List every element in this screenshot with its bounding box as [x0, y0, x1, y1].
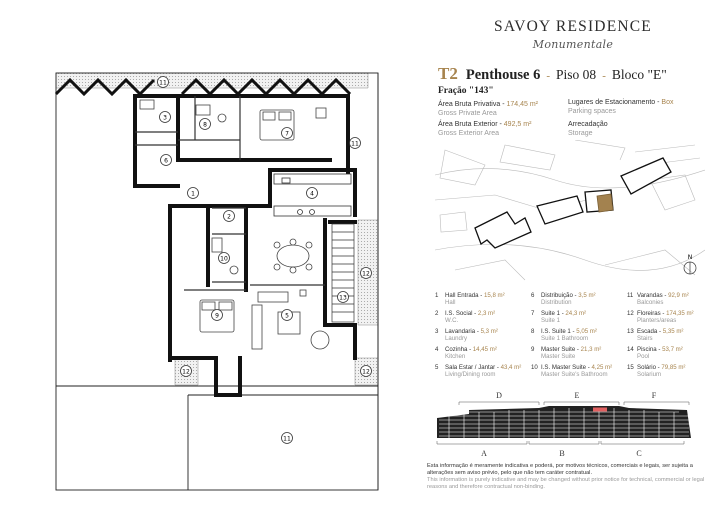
block-label: C	[636, 449, 642, 458]
svg-text:5: 5	[285, 312, 289, 320]
svg-text:6: 6	[164, 157, 168, 165]
block-label: F	[651, 391, 657, 400]
legend-item: 10 I.S. Master Suite - 4,25 m² Master Suite's Bathroom	[531, 364, 613, 379]
svg-text:9: 9	[215, 312, 219, 320]
room-marker-2	[224, 211, 235, 222]
unit-name: Penthouse 6	[465, 67, 541, 83]
unit-block: Bloco "E"	[611, 67, 667, 82]
legend-separator: -	[476, 328, 479, 335]
legend-separator: -	[496, 364, 499, 371]
brand-subtitle: Monumentale	[532, 38, 614, 51]
site-plan	[435, 140, 705, 285]
area-parking: Lugares de Estacionamento - Box Parking spaces	[568, 99, 674, 115]
brand-title: SAVOY RESIDENCE	[494, 18, 652, 35]
room-marker-12b	[181, 366, 192, 377]
svg-text:11: 11	[351, 140, 359, 148]
room-marker-11b	[350, 138, 361, 149]
svg-text:12: 12	[362, 270, 370, 278]
legend-item: 4 Cozinha - 14,45 m² Kitchen	[435, 346, 497, 361]
area-separator: -	[502, 101, 505, 108]
legend-separator: -	[658, 346, 661, 353]
svg-text:4: 4	[310, 190, 314, 198]
block-label: B	[559, 449, 565, 458]
room-marker-12c	[361, 366, 372, 377]
legend-separator: -	[480, 292, 483, 299]
legend-item: 8 I.S. Suite 1 - 5,05 m² Suite 1 Bathroom	[531, 328, 597, 343]
room-marker-4	[307, 188, 318, 199]
legend-item: 7 Suite 1 - 24,3 m² Suite 1	[531, 310, 587, 325]
room-marker-10	[219, 253, 230, 264]
legend-separator: -	[659, 328, 662, 335]
dining-table	[277, 245, 309, 267]
svg-text:13: 13	[339, 294, 347, 302]
room-marker-5	[282, 310, 293, 321]
svg-text:8: 8	[203, 121, 207, 129]
room-marker-9	[212, 310, 223, 321]
area-gross-exterior: Área Bruta Exterior - 492,5 m² Gross Exterior Area	[438, 121, 532, 137]
legend-item: 6 Distribuição - 3,5 m² Distribution	[531, 292, 596, 307]
legend-separator: -	[474, 310, 477, 317]
legend-item: 11 Varandas - 92,9 m² Balconies	[627, 292, 689, 307]
building-elevation	[429, 388, 694, 458]
svg-text:2: 2	[227, 213, 231, 221]
disclaimer: Esta informação é meramente indicativa e poderá, por motivos técnicos, comerciais e legais, ser sujeita a alterações sem aviso prévio, pelo que não tem caráter contratual. This information is purely indicative and may be changed without prior notice for technical, commercial or legal reasons and therefore contractual non-binding.	[427, 463, 705, 490]
svg-text:1: 1	[191, 190, 195, 198]
legend-item: 9 Master Suite - 21,3 m² Master Suite	[531, 346, 602, 361]
room-marker-1	[188, 188, 199, 199]
info-panel	[423, 0, 723, 506]
legend-separator: -	[576, 346, 579, 353]
room-marker-11a	[158, 77, 169, 88]
legend-item: 1 Hall Entrada - 15,8 m² Hall	[435, 292, 505, 307]
legend-separator: -	[561, 310, 564, 317]
legend-separator: -	[662, 310, 665, 317]
selected-unit-highlight	[593, 408, 607, 412]
area-separator: -	[657, 99, 660, 106]
legend-separator: -	[587, 364, 590, 371]
area-storage: Arrecadação Storage	[568, 121, 608, 137]
room-marker-3	[160, 112, 171, 123]
planters	[56, 73, 378, 385]
legend-separator: -	[657, 364, 660, 371]
legend-separator: -	[664, 292, 667, 299]
unit-floor: Piso 08	[556, 67, 597, 82]
svg-text:N: N	[687, 254, 693, 261]
block-label: A	[481, 449, 487, 458]
legend-item: 3 Lavandaria - 5,3 m² Laundry	[435, 328, 498, 343]
block-label: D	[496, 391, 502, 400]
svg-text:10: 10	[220, 255, 228, 263]
stairs	[332, 224, 354, 322]
legend-separator: -	[572, 328, 575, 335]
elevation-facade	[437, 406, 691, 438]
room-marker-6	[161, 155, 172, 166]
room-marker-12	[361, 268, 372, 279]
unit-separator: -	[546, 70, 551, 82]
legend-item: 14 Piscina - 53,7 m² Pool	[627, 346, 683, 361]
legend-item: 15 Solário - 79,85 m² Solarium	[627, 364, 686, 379]
building-b	[537, 196, 583, 224]
room-marker-7	[282, 128, 293, 139]
svg-text:11: 11	[283, 435, 291, 443]
unit-separator: -	[602, 70, 606, 82]
area-gross-private: Área Bruta Privativa - 174,45 m² Gross Private Area	[438, 101, 539, 117]
area-separator: -	[499, 121, 502, 128]
svg-text:7: 7	[285, 130, 289, 138]
legend-item: 13 Escada - 5,35 m² Stairs	[627, 328, 684, 343]
legend-item: 12 Floreiras - 174,35 m² Planters/areas	[627, 310, 694, 325]
block-label: E	[574, 391, 580, 400]
room-marker-11c	[282, 433, 293, 444]
legend-item: 5 Sala Estar / Jantar - 43,4 m² Living/Dining room	[435, 364, 522, 379]
legend-separator: -	[469, 346, 472, 353]
walls	[135, 96, 355, 395]
svg-text:12: 12	[182, 368, 190, 376]
svg-text:11: 11	[159, 79, 167, 87]
svg-text:12: 12	[362, 368, 370, 376]
sofa	[258, 292, 288, 302]
legend-item: 2 I.S. Social - 2,3 m² W.C.	[435, 310, 496, 325]
room-marker-13	[338, 292, 349, 303]
building-a	[475, 212, 531, 248]
building-d	[621, 158, 671, 194]
legend-separator: -	[574, 292, 577, 299]
unit-type: T2	[438, 64, 458, 83]
unit-fraction: Fração "143"	[438, 86, 494, 96]
unit-heading	[438, 64, 667, 84]
building-e-highlight	[597, 194, 613, 212]
svg-text:3: 3	[163, 114, 167, 122]
room-marker-8	[200, 119, 211, 130]
